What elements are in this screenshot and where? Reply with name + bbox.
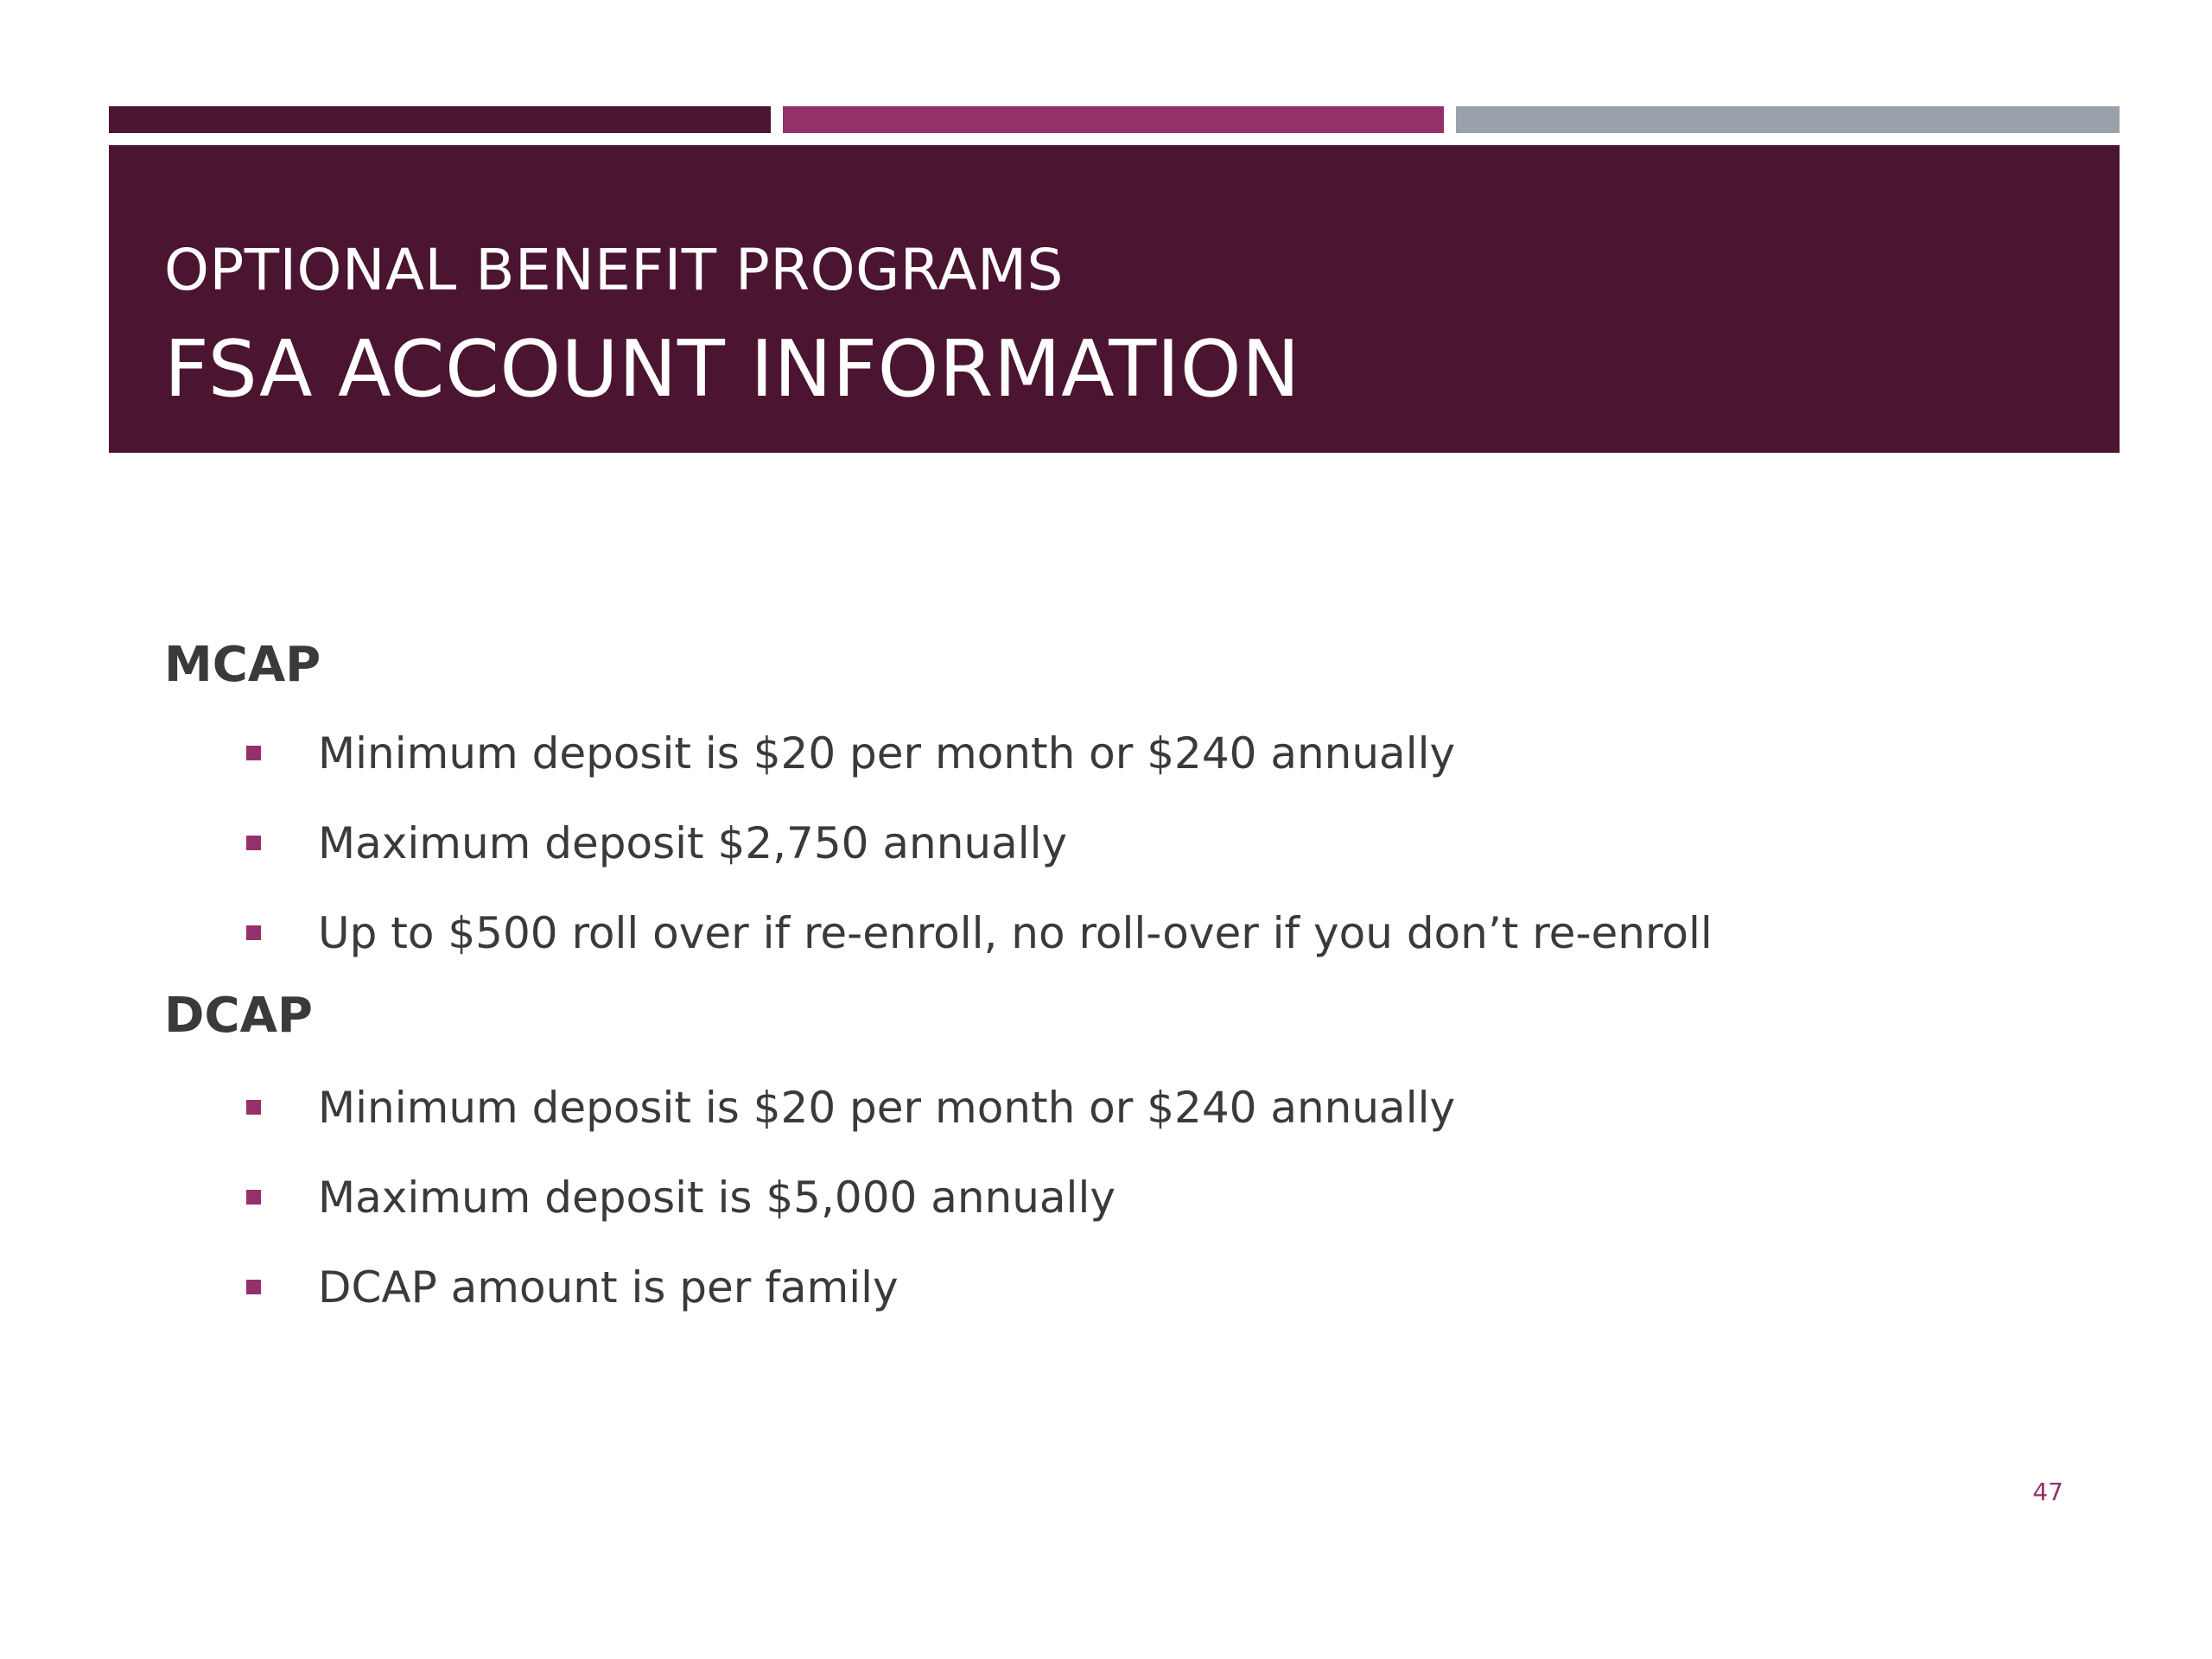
list-item	[164, 888, 2065, 978]
list-item	[164, 798, 2065, 888]
section-heading-mcap: MCAP	[164, 637, 321, 693]
page-number: 47	[2032, 1478, 2063, 1506]
title-banner	[109, 145, 2120, 453]
accent-bar-magenta	[783, 106, 1444, 133]
accent-bar-dark	[109, 106, 771, 133]
list-item	[164, 1153, 2065, 1243]
mcap-bullet-list	[164, 709, 2065, 978]
section-heading-dcap: DCAP	[164, 988, 313, 1044]
list-item-text: Minimum deposit is $20 per month or $240 annually	[318, 728, 1456, 779]
square-bullet-icon	[246, 1280, 261, 1294]
square-bullet-icon	[246, 746, 261, 760]
dcap-bullet-list	[164, 1063, 2065, 1332]
square-bullet-icon	[246, 836, 261, 850]
slide-supertitle: OPTIONAL BENEFIT PROGRAMS	[164, 237, 1064, 303]
list-item-text: Maximum deposit $2,750 annually	[318, 818, 1068, 868]
list-item	[164, 1243, 2065, 1332]
accent-bar-gray	[1456, 106, 2120, 133]
slide-title: FSA ACCOUNT INFORMATION	[164, 324, 1300, 415]
list-item-text: DCAP amount is per family	[318, 1262, 899, 1313]
list-item-text: Maximum deposit is $5,000 annually	[318, 1173, 1116, 1223]
list-item-text: Minimum deposit is $20 per month or $240 annually	[318, 1083, 1456, 1133]
slide-body	[164, 631, 2065, 1332]
square-bullet-icon	[246, 1100, 261, 1115]
list-item	[164, 1063, 2065, 1153]
square-bullet-icon	[246, 1190, 261, 1205]
list-item	[164, 709, 2065, 798]
square-bullet-icon	[246, 925, 261, 940]
list-item-text: Up to $500 roll over if re-enroll, no roll-over if you don’t re-enroll	[318, 908, 1713, 958]
